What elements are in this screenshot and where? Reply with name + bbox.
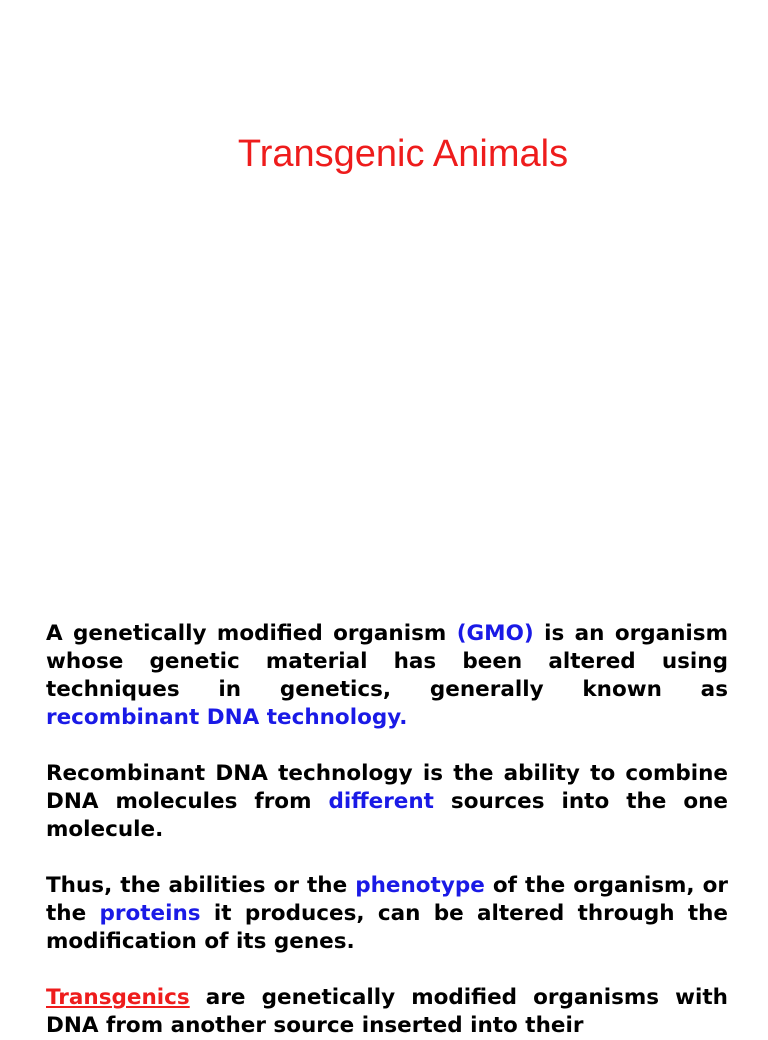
term-proteins: proteins (99, 901, 201, 926)
text: of the organism, or the (46, 873, 728, 926)
paragraph-recombinant-dna (46, 760, 728, 844)
document-body (46, 620, 728, 1040)
page-title: Transgenic Animals (237, 133, 569, 175)
paragraph-transgenics (46, 984, 728, 1040)
text: are genetically modified organisms with DNA from another source inserted into their (46, 985, 728, 1038)
text: is an organism whose genetic material has been altered using techniques in genetics, generally known as (46, 621, 728, 702)
term-phenotype: phenotype (355, 873, 485, 898)
term-different: different (328, 789, 434, 814)
text: Recombinant DNA technology is the ability to combine DNA molecules from (46, 761, 728, 814)
text: A genetically modified organism (46, 621, 457, 646)
text: Thus, the abilities or the (46, 873, 356, 898)
text: it produces, can be altered through the modification of its genes. (46, 901, 729, 954)
term-gmo: (GMO) (456, 621, 534, 646)
term-transgenics: Transgenics (46, 985, 190, 1010)
term-recombinant-dna-technology: recombinant DNA technology. (46, 705, 408, 730)
paragraph-phenotype (46, 872, 728, 956)
text: sources into the one molecule. (46, 789, 728, 842)
paragraph-gmo-definition (46, 620, 728, 732)
